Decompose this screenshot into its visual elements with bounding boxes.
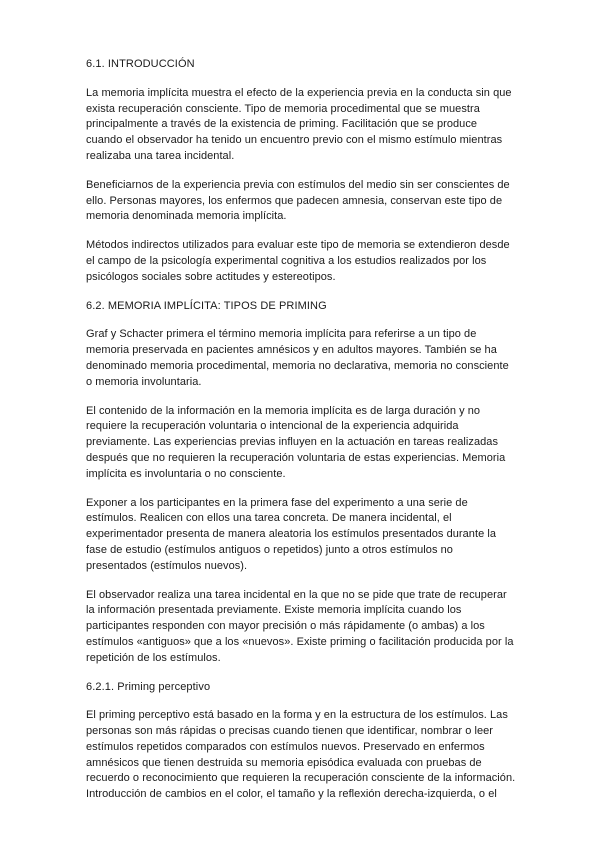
section-6-2-heading: 6.2. MEMORIA IMPLÍCITA: TIPOS DE PRIMING xyxy=(86,299,327,312)
section-6-2-paragraph-4: El observador realiza una tarea incidental en la que no se pide que trate de recuperar la información presentada previamente. Existe memoria implícita cuando los participantes responden con mayor precisión o más rápidamente (o ambas) a los estímulos «antiguos» que a los «nuevos». Existe priming o facilitación producida por la repetición de los estímulos. xyxy=(86,588,514,664)
intro-paragraph-3: Métodos indirectos utilizados para evaluar este tipo de memoria se extendieron desde el campo de la psicología experimental cognitiva a los estudios realizados por los psicólogos sociales sobre actitudes y estereotipos. xyxy=(86,239,510,283)
section-6-2-paragraph-3: Exponer a los participantes en la primera fase del experimento a una serie de estímulos. Realicen con ellos una tarea concreta. De manera incidental, el experimentador presenta de manera aleatoria los estímulos presentados durante la fase de estudio (estímulos antiguos o repetidos) junto a otros estímulos no presentados (estímulos nuevos). xyxy=(86,496,497,572)
document-page xyxy=(86,57,516,816)
intro-paragraph-1: La memoria implícita muestra el efecto de la experiencia previa en la conducta sin que exista recuperación consciente. Tipo de memoria procedimental que se muestra principalmente a través de la existencia de priming. Facilitación que se produce cuando el observador ha tenido un encuentro previo con el mismo estímulo mientras realizaba una tarea incidental. xyxy=(86,86,512,162)
intro-paragraph-2: Beneficiarnos de la experiencia previa con estímulos del medio sin ser conscientes de ello. Personas mayores, los enfermos que padecen amnesia, conservan este tipo de memoria denominada memoria implícita. xyxy=(86,178,510,223)
section-6-2-1-paragraph-1: El priming perceptivo está basado en la forma y en la estructura de los estímulos. Las personas son más rápidas o precisas cuando tienen que identificar, nombrar o leer estímulos repetidos comparados con estímulos nuevos. Preservado en enfermos amnésicos que tienen destruida su memoria episódica evaluada con pruebas de recuerdo o reconocimiento que requieren la recuperación consciente de la información. Introducción de cambios en el color, el tamaño y la reflexión derecha-izquierda, o el xyxy=(86,709,516,801)
section-6-2-paragraph-2: El contenido de la información en la memoria implícita es de larga duración y no requiere la recuperación voluntaria o intencional de la experiencia adquirida previamente. Las experiencias previas influyen en la actuación en tareas realizadas después que no requieren la recuperación voluntaria de estas experiencias. Memoria implícita es involuntaria o no consciente. xyxy=(86,404,506,480)
section-6-1-heading: 6.1. INTRODUCCIÓN xyxy=(86,58,195,70)
section-6-2-paragraph-1: Graf y Schacter primera el término memoria implícita para referirse a un tipo de memoria preservada en pacientes amnésicos y en adultos mayores. También se ha denominado memoria procedimental, memoria no declarativa, memoria no consciente o memoria involuntaria. xyxy=(86,328,509,388)
section-6-2-1-heading: 6.2.1. Priming perceptivo xyxy=(86,680,211,693)
